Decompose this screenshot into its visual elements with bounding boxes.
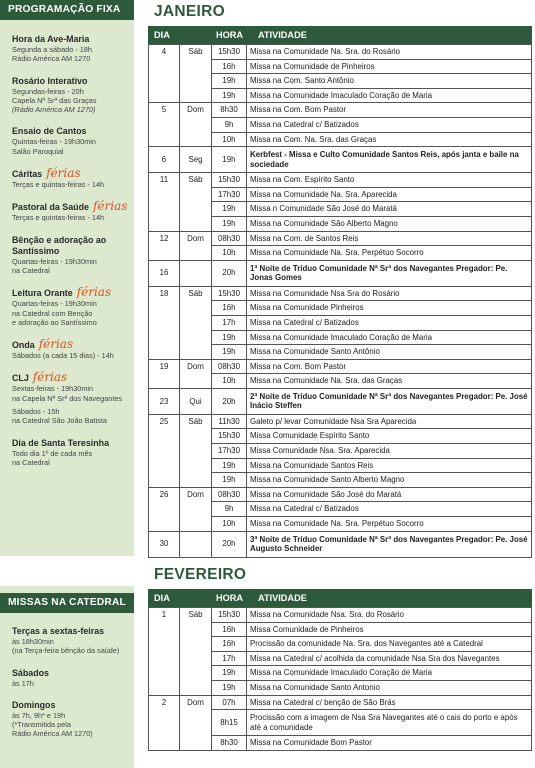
weekday-cell	[180, 531, 212, 557]
ferias-badge: férias	[32, 370, 68, 385]
ferias-badge: férias	[92, 199, 128, 214]
activity-cell: Missa n Comunidade São José do Maratá	[247, 202, 532, 217]
header-hora: HORA	[216, 593, 244, 603]
header-atividade: ATIVIDADE	[258, 30, 307, 40]
time-cell: 19h	[212, 202, 247, 217]
day-cell: 19	[149, 359, 180, 388]
activity-cell: Kerbfest - Missa e Culto Comunidade Santos Reis, após janta e baile na sociedade	[247, 147, 532, 173]
sidebar-item-title	[12, 126, 130, 137]
time-cell: 16h	[212, 637, 247, 652]
missas-list	[0, 626, 134, 751]
activity-cell: Missa na Comunidade Imaculado Coração de Maria	[247, 666, 532, 681]
day-cell: 1	[149, 608, 180, 696]
time-cell: 20h	[212, 531, 247, 557]
day-cell: 2	[149, 695, 180, 750]
activity-cell: Missa na Comunidade Nsa Sra do Rosário	[247, 286, 532, 301]
time-cell: 9h	[212, 117, 247, 132]
table-row	[149, 173, 532, 188]
sidebar-item-title	[12, 235, 130, 257]
time-cell: 10h	[212, 246, 247, 261]
header-dia: DIA	[154, 593, 170, 603]
time-cell: 19h	[212, 345, 247, 360]
activity-cell: Missa na Comunidade São José do Maratá	[247, 487, 532, 502]
time-cell: 16h	[212, 622, 247, 637]
time-cell: 16h	[212, 59, 247, 74]
activity-cell: Missa na Comunidade Na. Sra. do Rosário	[247, 45, 532, 60]
ferias-badge: férias	[46, 166, 81, 181]
day-cell: 4	[149, 45, 180, 103]
activity-cell: Procissão com a imagem de Nsa Sra Navegantes até o cais do porto e após até a comunidade	[247, 710, 532, 736]
sidebar-item-title-text: Rosário Interativo	[12, 75, 88, 86]
sidebar-item-title	[12, 438, 130, 449]
sidebar-item-title-text: Ensaio de Cantos	[12, 126, 87, 137]
sidebar-item-line: Sábados (a cada 15 dias) - 14h	[12, 351, 114, 361]
weekday-cell: Dom	[180, 359, 212, 388]
schedule-table-fevereiro	[148, 607, 532, 751]
activity-cell: Missa na Comunidade Santo Antônio	[247, 345, 532, 360]
sidebar-item	[12, 168, 130, 189]
time-cell: 19h	[212, 88, 247, 103]
sidebar-item-line: Rádio América AM 1270)	[12, 729, 93, 739]
sidebar-item-title	[12, 287, 130, 299]
time-cell: 20h	[212, 260, 247, 286]
programacao-header: PROGRAMAÇÃO FIXA	[0, 0, 134, 20]
day-cell: 5	[149, 103, 180, 147]
activity-cell: Missa Comunidade Espírito Santo	[247, 429, 532, 444]
activity-cell: Missa na Comunidade Nsa. Sra. do Rosário	[247, 608, 532, 623]
sidebar-item-line: às 18h30min	[12, 637, 54, 646]
activity-cell: Missa na Comunidade São Alberto Magno	[247, 216, 532, 231]
sidebar-item	[12, 372, 130, 425]
sidebar-item-line: (na Terça-feira bênção da saúde)	[12, 646, 120, 656]
time-cell: 19h	[212, 330, 247, 345]
time-cell: 07h	[212, 695, 247, 710]
sidebar-item-title	[12, 339, 130, 351]
sidebar-item	[12, 700, 130, 739]
time-cell: 19h	[212, 458, 247, 473]
sidebar-item-line: (Rádio América AM 1270)	[12, 105, 96, 115]
time-cell: 08h30	[212, 231, 247, 246]
table-row	[149, 260, 532, 286]
sidebar-item	[12, 34, 130, 64]
day-cell: 12	[149, 231, 180, 260]
weekday-cell: Dom	[180, 487, 212, 531]
weekday-cell: Sáb	[180, 608, 212, 696]
activity-cell: Missa na Comunidade Pinheiros	[247, 301, 532, 316]
activity-cell: Missa na Comunidade Na. Sra. Perpétuo Socorro	[247, 246, 532, 261]
sidebar-item-title-text: Pastoral da Saúde	[12, 202, 89, 213]
time-cell: 9h	[212, 502, 247, 517]
sidebar-item-line: Segundas-feiras - 20h	[12, 86, 84, 96]
activity-cell: 2ª Noite de Tríduo Comunidade Nª Srª dos Navegantes Pregador: Pe. José Inácio Steffen	[247, 388, 532, 414]
time-cell: 8h30	[212, 736, 247, 751]
sidebar-item-line: às 7h, 9h* e 19h	[12, 710, 66, 720]
time-cell: 19h	[212, 666, 247, 681]
table-row	[149, 695, 532, 710]
time-cell: 19h	[212, 147, 247, 173]
time-cell: 19h	[212, 216, 247, 231]
sidebar-item-line: na Capela Nª Srª dos Navegantes	[12, 393, 123, 403]
activity-cell: Missa na Com. Bom Pastor	[247, 359, 532, 374]
time-cell: 19h	[212, 473, 247, 488]
weekday-cell: Sáb	[180, 173, 212, 231]
weekday-cell: Sáb	[180, 286, 212, 359]
time-cell: 08h30	[212, 487, 247, 502]
activity-cell: Missa na Com. Bom Pastor	[247, 103, 532, 118]
table-row	[149, 487, 532, 502]
activity-cell: 1ª Noite de Tríduo Comunidade Nª Srª dos Navegantes Pregador: Pe. Jonas Gomes	[247, 260, 532, 286]
header-hora: HORA	[216, 30, 244, 40]
table-row	[149, 608, 532, 623]
weekday-cell: Dom	[180, 103, 212, 147]
activity-cell: Missa na Catedral c/ acolhida da comunidade Nsa Sra dos Navegantes	[247, 651, 532, 666]
sidebar-item-title-text: Hora da Ave-Maria	[12, 34, 90, 44]
sidebar-item-title-text: Leitura Orante	[12, 288, 73, 299]
table-row	[149, 414, 532, 429]
time-cell: 19h	[212, 74, 247, 89]
sidebar-item-line: Sábados - 15h	[12, 407, 60, 417]
table-row	[149, 231, 532, 246]
sidebar-item-line: Terças e quintas-feiras - 14h	[12, 213, 105, 223]
time-cell: 10h	[212, 517, 247, 532]
sidebar-item-title-text: Dia de Santa Teresinha	[12, 437, 109, 448]
time-cell: 15h30	[212, 173, 247, 188]
sidebar-item	[12, 339, 130, 360]
month-title-fevereiro: FEVEREIRO	[154, 566, 247, 583]
table-row	[149, 286, 532, 301]
table-row	[149, 45, 532, 60]
time-cell: 08h30	[212, 359, 247, 374]
sidebar-item-title-text: Domingos	[12, 699, 56, 710]
sidebar-item-title-text: CLJ	[12, 373, 29, 384]
sidebar-item-title-text: Cáritas	[12, 169, 43, 180]
activity-cell: Missa na Comunidade Na. Sra. Perpétuo Socorro	[247, 517, 532, 532]
month-title-janeiro: JANEIRO	[154, 3, 226, 20]
day-cell: 18	[149, 286, 180, 359]
weekday-cell: Seg	[180, 147, 212, 173]
weekday-cell: Dom	[180, 695, 212, 750]
time-cell: 10h	[212, 132, 247, 147]
activity-cell: Procissão da comunidade Na. Sra. dos Navegantes até a Catedral	[247, 637, 532, 652]
sidebar-item-title	[12, 700, 130, 711]
activity-cell: Missa na Comunidade Bom Pastor	[247, 736, 532, 751]
sidebar-item-title-text: Terças a sextas-feiras	[12, 626, 105, 636]
activity-cell: 3ª Noite de Tríduo Comunidade Nª Srª dos Navegantes Pregador: Pe. José Augusto Schneider	[247, 531, 532, 557]
day-cell: 26	[149, 487, 180, 531]
sidebar-item	[12, 201, 130, 222]
time-cell: 17h	[212, 315, 247, 330]
sidebar-item-line: Rádio América AM 1270	[12, 54, 91, 64]
activity-cell: Missa na Com. Na. Sra. das Graças	[247, 132, 532, 147]
programacao-list	[0, 34, 134, 479]
activity-cell: Missa na Comunidade Santo Alberto Magno	[247, 473, 532, 488]
sidebar-item-line: Segunda a sábado - 18h	[12, 45, 92, 54]
time-cell: 17h	[212, 651, 247, 666]
activity-cell: Missa Comunidade de Pinheiros	[247, 622, 532, 637]
time-cell: 17h30	[212, 444, 247, 459]
time-cell: 11h30	[212, 414, 247, 429]
sidebar-item-line: Quartas-feiras - 19h30min	[12, 299, 97, 309]
activity-cell: Missa na Catedral c/ Batizados	[247, 315, 532, 330]
time-cell: 16h	[212, 301, 247, 316]
sidebar-item-line: às 17h	[12, 678, 34, 688]
day-cell: 16	[149, 260, 180, 286]
sidebar-item-line: Quintas-feiras - 19h30min	[12, 137, 96, 147]
time-cell: 19h	[212, 680, 247, 695]
sidebar-item-line: Quartas-feiras - 19h30min	[12, 256, 97, 266]
day-cell: 6	[149, 147, 180, 173]
sidebar-item-title-text: Bênção e adoração ao Santíssimo	[12, 234, 107, 256]
header-dia: DIA	[154, 30, 170, 40]
table-row	[149, 388, 532, 414]
weekday-cell: Qui	[180, 388, 212, 414]
sidebar	[0, 0, 134, 768]
table-row	[149, 531, 532, 557]
table-header-fevereiro	[148, 589, 532, 607]
table-row	[149, 359, 532, 374]
table-row	[149, 103, 532, 118]
sidebar-item-line: Terças e quintas-feiras - 14h	[12, 180, 105, 190]
activity-cell: Missa na Comunidade Na. Sra. Aparecida	[247, 187, 532, 202]
sidebar-item-line: Salão Paroquial	[12, 146, 64, 156]
sidebar-item-title	[12, 201, 130, 213]
time-cell: 8h30	[212, 103, 247, 118]
sidebar-item	[12, 235, 130, 276]
activity-cell: Missa na Comunidade Santo Antonio	[247, 680, 532, 695]
activity-cell: Missa na Catedral c/ benção de São Brás	[247, 695, 532, 710]
activity-cell: Missa na Com. Espírito Santo	[247, 173, 532, 188]
activity-cell: Missa na Catedral c/ Batizados	[247, 117, 532, 132]
sidebar-item-line: e adoração ao Santíssimo	[12, 317, 97, 327]
sidebar-item-line: Capela Nª Srª das Graças	[12, 95, 97, 105]
sidebar-item-line: Sextas-feiras - 19h30min	[12, 384, 94, 394]
activity-cell: Missa na Comunidade Imaculado Coração de Maria	[247, 88, 532, 103]
sidebar-item-title-text: Sábados	[12, 667, 49, 678]
time-cell: 8h15	[212, 710, 247, 736]
missas-header: MISSAS NA CATEDRAL	[0, 593, 134, 613]
table-row	[149, 147, 532, 173]
day-cell: 23	[149, 388, 180, 414]
sidebar-item-title	[12, 372, 130, 384]
time-cell: 15h30	[212, 429, 247, 444]
time-cell: 15h30	[212, 608, 247, 623]
day-cell: 11	[149, 173, 180, 231]
sidebar-item-title	[12, 76, 130, 87]
time-cell: 17h30	[212, 187, 247, 202]
sidebar-item	[12, 626, 130, 656]
sidebar-item	[12, 438, 130, 468]
schedule-table-janeiro	[148, 44, 532, 558]
weekday-cell: Sáb	[180, 45, 212, 103]
sidebar-item-title	[12, 34, 130, 45]
day-cell: 30	[149, 531, 180, 557]
time-cell: 15h30	[212, 45, 247, 60]
activity-cell: Missa na Comunidade de Pinheiros	[247, 59, 532, 74]
activity-cell: Missa Comunidade Nsa. Sra. Aparecida	[247, 444, 532, 459]
sidebar-item-line: na Catedral	[12, 265, 50, 275]
table-header-janeiro	[148, 26, 532, 44]
ferias-badge: férias	[76, 285, 112, 300]
sidebar-item-title	[12, 168, 130, 180]
sidebar-item-title	[12, 668, 130, 679]
sidebar-item	[12, 126, 130, 156]
activity-cell: Galeto p/ levar Comunidade Nsa Sra Aparecida	[247, 414, 532, 429]
weekday-cell	[180, 260, 212, 286]
activity-cell: Missa na Comunidade Na. Sra. das Graças	[247, 374, 532, 389]
sidebar-item-line: na Catedral com Benção	[12, 308, 93, 318]
time-cell: 20h	[212, 388, 247, 414]
sidebar-item-line: Todo dia 1º de cada mês	[12, 448, 93, 458]
sidebar-item-line: na Catedral	[12, 457, 50, 467]
sidebar-item-line: na Catedral São João Batista	[12, 416, 107, 426]
weekday-cell: Sáb	[180, 414, 212, 487]
sidebar-item-title-text: Onda	[12, 340, 35, 351]
activity-cell: Missa na Comunidade Imaculado Coração de Maria	[247, 330, 532, 345]
ferias-badge: férias	[38, 337, 74, 352]
activity-cell: Missa na Comunidade Santos Reis	[247, 458, 532, 473]
sidebar-item-title	[12, 626, 130, 637]
weekday-cell: Dom	[180, 231, 212, 260]
sidebar-item	[12, 76, 130, 115]
activity-cell: Missa na Com. Santo Antônio	[247, 74, 532, 89]
activity-cell: Missa na Catedral c/ Batizados	[247, 502, 532, 517]
time-cell: 10h	[212, 374, 247, 389]
time-cell: 15h30	[212, 286, 247, 301]
sidebar-item	[12, 287, 130, 327]
header-atividade: ATIVIDADE	[258, 593, 307, 603]
activity-cell: Missa na Com. de Santos Reis	[247, 231, 532, 246]
sidebar-item-line: (*Transmitida pela	[12, 720, 71, 730]
sidebar-item	[12, 668, 130, 688]
day-cell: 25	[149, 414, 180, 487]
